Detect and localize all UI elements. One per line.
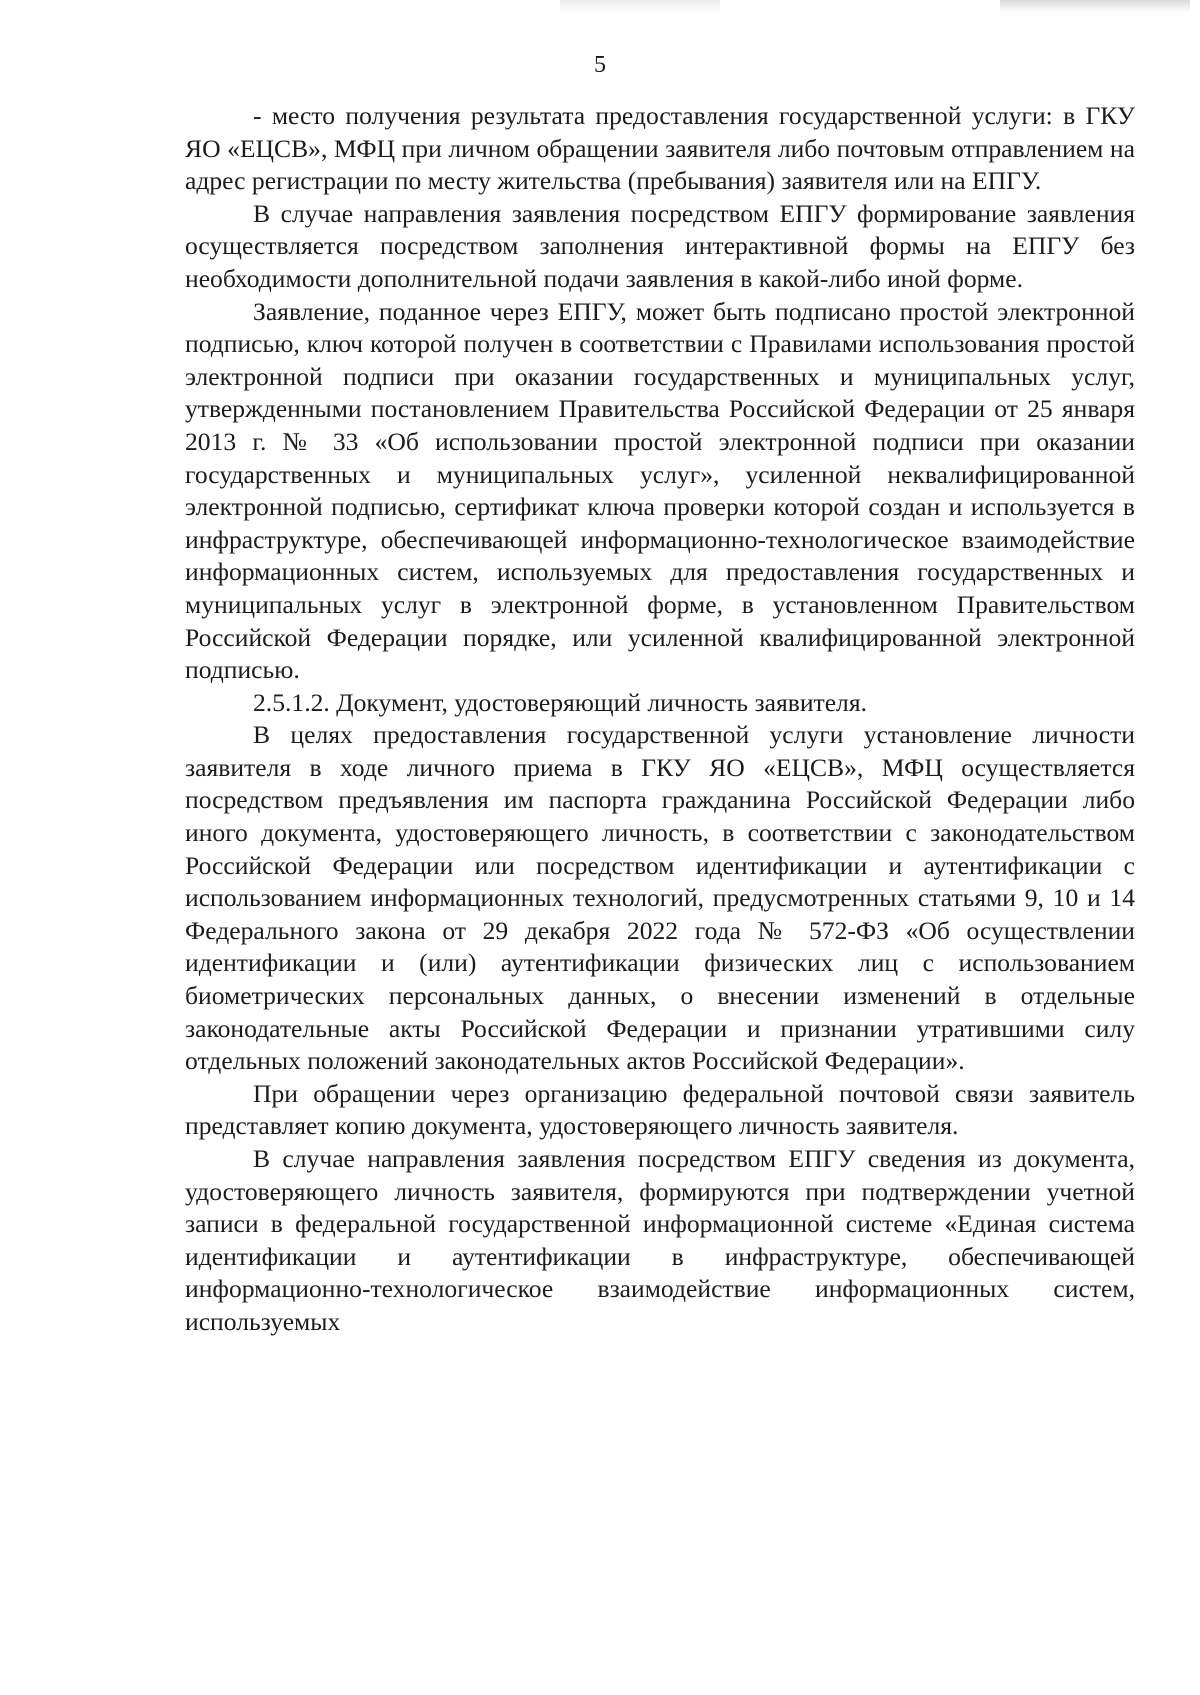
paragraph-epgu-identity: В случае направления заявления посредством ЕПГУ сведения из документа, удостоверяющего личность заявителя, формируются при подтверждении учетной записи в федеральной государственной информационной системе «Единая система идентификации и аутентификации в инфраструктуре, обеспечивающей информационно-технологическое взаимодействие информационных систем, используемых (185, 1144, 1135, 1336)
paragraph-identity-verification: В целях предоставления государственной услуги установление личности заявителя в ходе личного приема в ГКУ ЯО «ЕЦСВ», МФЦ осуществляется посредством предъявления им паспорта гражданина Российской Федерации либо иного документа, удостоверяющего личность, в соответствии с законодательством Российской Федерации или посредством идентификации и аутентификации с использованием информационных технологий, предусмотренных статьями 9, 10 и 14 Федерального закона от 29 декабря 2022 года № 572-ФЗ «Об осуществлении идентификации и (или) аутентификации физических лиц с использованием биометрических персональных данных, о внесении изменений в отдельные законодательные акты Российской Федерации и признании утратившими силу отдельных положений законодательных актов Российской Федерации». (185, 720, 1135, 1076)
scan-artifact (1000, 0, 1190, 12)
paragraph-epgu-form: В случае направления заявления посредством ЕПГУ формирование заявления осуществляется посредством заполнения интерактивной формы на ЕПГУ без необходимости дополнительной подачи заявления в какой-либо иной форме. (185, 198, 1135, 293)
paragraph-postal-request: При обращении через организацию федеральной почтовой связи заявитель представляет копию документа, удостоверяющего личность заявителя. (185, 1078, 1135, 1141)
section-heading-2-5-1-2: 2.5.1.2. Документ, удостоверяющий личность заявителя. (253, 687, 867, 717)
paragraph-electronic-signature: Заявление, поданное через ЕПГУ, может быть подписано простой электронной подписью, ключ которой получен в соответствии с Правилами использования простой электронной подписи при оказании государственных и муниципальных услуг, утвержденными постановлением Правительства Российской Федерации от 25 января 2013 г. № 33 «Об использовании простой электронной подписи при оказании государственных и муниципальных услуг», усиленной неквалифицированной электронной подписью, сертификат ключа проверки которой создан и используется в инфраструктуре, обеспечивающей информационно-технологическое взаимодействие информационных систем, используемых для предоставления государственных и муниципальных услуг в электронной форме, в установленном Правительством Российской Федерации порядке, или усиленной квалифицированной электронной подписью. (185, 296, 1135, 685)
document-body (185, 100, 1135, 1339)
scan-artifact (560, 0, 720, 14)
page-number: 5 (594, 52, 606, 78)
paragraph-result-place: - место получения результата предоставления государственной услуги: в ГКУ ЯО «ЕЦСВ», МФЦ при личном обращении заявителя либо почтовым отправлением на адрес регистрации по месту жительства (пребывания) заявителя или на ЕПГУ. (185, 101, 1135, 196)
